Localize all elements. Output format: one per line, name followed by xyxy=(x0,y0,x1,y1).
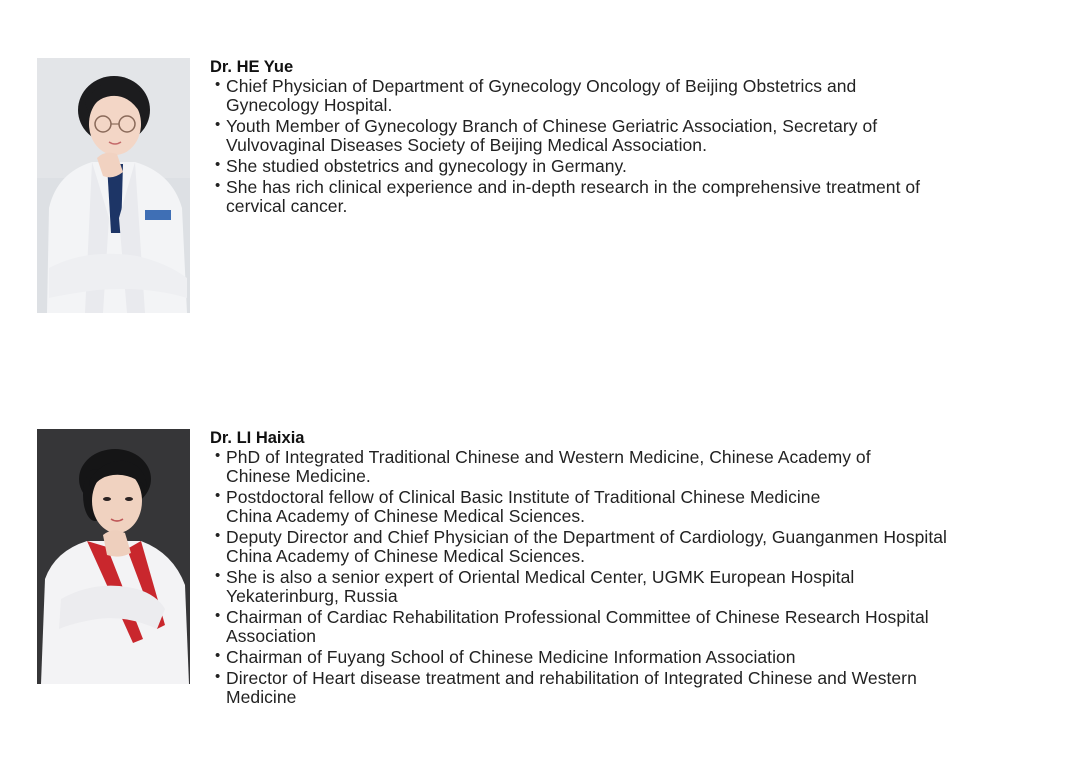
credential-item: • Deputy Director and Chief Physician of the Department of Cardiology, Guanganmen Hospital China Academy of Chinese Medical Sciences. xyxy=(215,527,947,566)
credentials-list xyxy=(210,77,1060,216)
bullet-icon: • xyxy=(215,447,221,464)
credential-item: • She studied obstetrics and gynecology in Germany. xyxy=(215,156,627,176)
bullet-icon: • xyxy=(215,487,221,504)
doctor-name: Dr. LI Haixia xyxy=(210,429,305,447)
portrait-image xyxy=(37,429,190,684)
credential-item: • Director of Heart disease treatment and rehabilitation of Integrated Chinese and Western Medicine xyxy=(215,668,917,707)
credential-item: • PhD of Integrated Traditional Chinese and Western Medicine, Chinese Academy of Chinese Medicine. xyxy=(215,447,871,486)
credential-item: • Youth Member of Gynecology Branch of Chinese Geriatric Association, Secretary of Vulvovaginal Diseases Society of Beijing Medical Association. xyxy=(215,116,878,155)
credential-item: • She has rich clinical experience and in-depth research in the comprehensive treatment of cervical cancer. xyxy=(215,177,921,216)
bullet-icon: • xyxy=(215,156,221,173)
bullet-icon: • xyxy=(215,177,221,194)
doctor-photo-he-yue xyxy=(37,58,190,313)
bullet-icon: • xyxy=(215,567,221,584)
credential-item: • Chairman of Cardiac Rehabilitation Professional Committee of Chinese Research Hospital Association xyxy=(215,607,929,646)
doctor-photo-li-haixia xyxy=(37,429,190,684)
credentials-list xyxy=(210,448,1060,707)
bullet-icon: • xyxy=(215,76,221,93)
portrait-image xyxy=(37,58,190,313)
credential-item: • Chairman of Fuyang School of Chinese Medicine Information Association xyxy=(215,647,796,667)
credential-item: • Postdoctoral fellow of Clinical Basic Institute of Traditional Chinese Medicine China Academy of Chinese Medical Sciences. xyxy=(215,487,821,526)
bullet-icon: • xyxy=(215,527,221,544)
bullet-icon: • xyxy=(215,647,221,664)
bullet-icon: • xyxy=(215,116,221,133)
bullet-icon: • xyxy=(215,607,221,624)
credential-item: • She is also a senior expert of Oriental Medical Center, UGMK European Hospital Yekaterinburg, Russia xyxy=(215,567,855,606)
doctor-bio-li-haixia xyxy=(210,428,1060,709)
doctor-bio-he-yue xyxy=(210,57,1060,218)
credential-item: • Chief Physician of Department of Gynecology Oncology of Beijing Obstetrics and Gynecology Hospital. xyxy=(215,76,857,115)
doctor-name: Dr. HE Yue xyxy=(210,58,294,76)
bullet-icon: • xyxy=(215,668,221,685)
